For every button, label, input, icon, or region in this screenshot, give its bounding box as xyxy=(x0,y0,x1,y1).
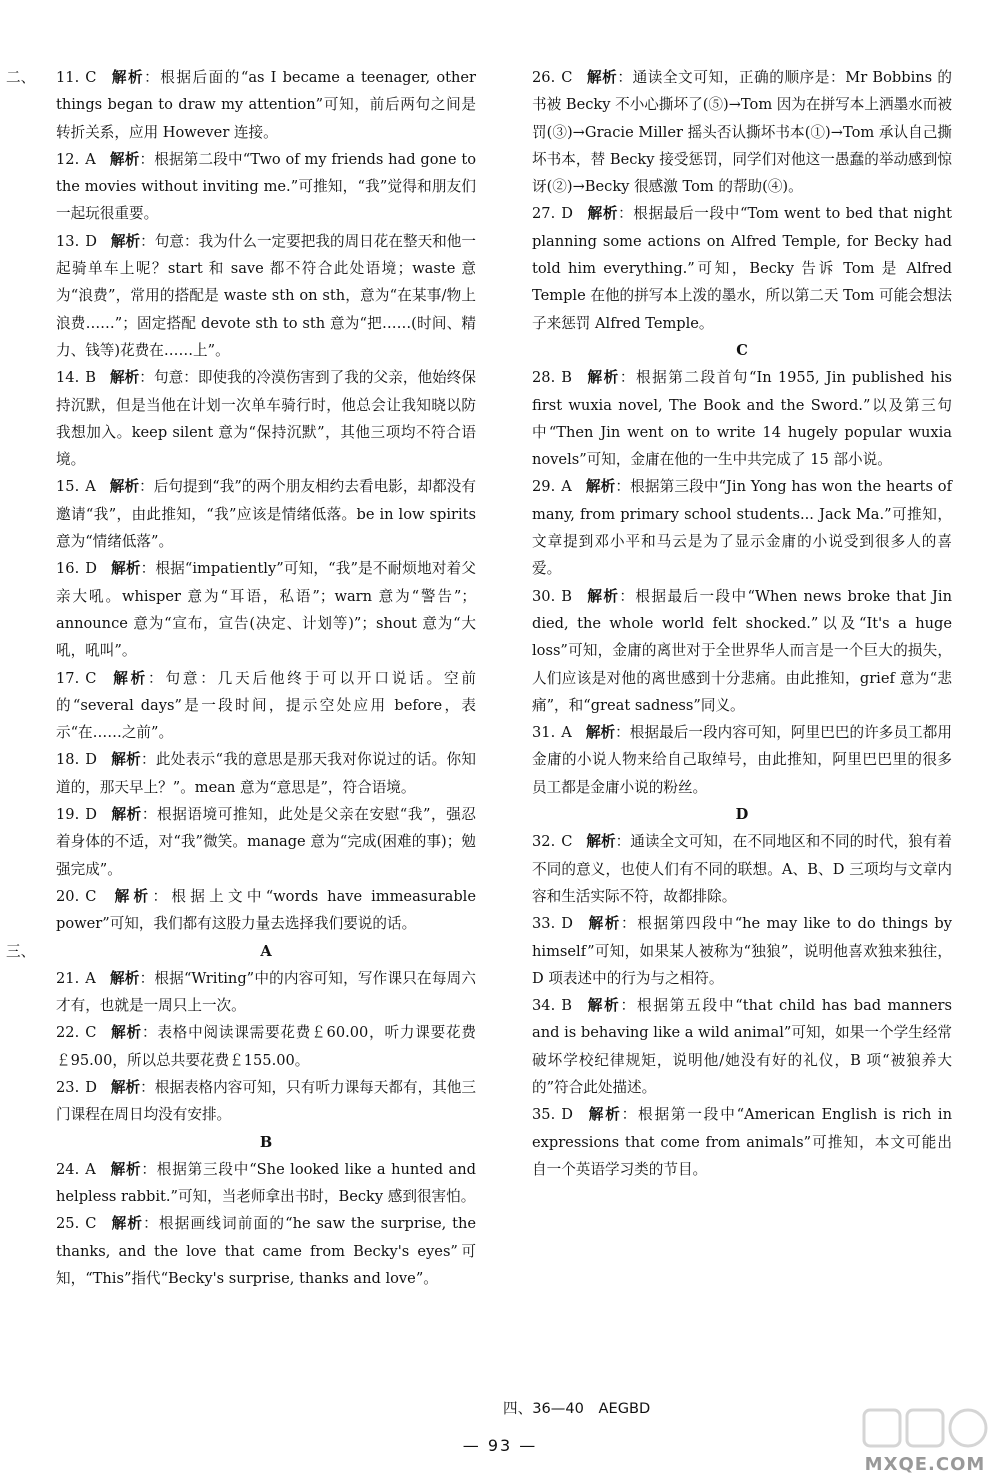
answer-item xyxy=(56,965,476,1020)
analysis-text: ：根据第三段中“She looked like a hunted and helpless rabbit.”可知，当老师拿出书时，Becky 感到很害怕。 xyxy=(56,1160,476,1206)
answer-item xyxy=(532,828,952,910)
analysis-label: 解析 xyxy=(585,587,620,605)
answer-number: 14. xyxy=(56,369,80,387)
answer-key: D xyxy=(85,232,97,250)
answer-key: D xyxy=(85,560,97,578)
items-three-b-list xyxy=(56,1156,476,1292)
heading-c: C xyxy=(736,341,748,359)
analysis-text: ：根据第二段首句“In 1955, Jin published his first wuxia novel, The Book and the Sword.”以及第三句中“Then Jin went on to write 14 hugely popular wuxia novels”可知，金庸在他的一生中共完成了 15 部小说。 xyxy=(532,369,952,469)
answer-item xyxy=(532,910,952,992)
analysis-label: 解析 xyxy=(586,69,618,86)
analysis-label: 解析 xyxy=(586,205,619,223)
answer-number: 34. xyxy=(532,997,556,1015)
analysis-text: ：表格中阅读课需要花费￡60.00，听力课要花费￡95.00，所以总共要花费￡155.00。 xyxy=(56,1024,476,1069)
answer-item xyxy=(56,146,476,228)
analysis-text: ：根据第二段中“Two of my friends had gone to the movies without inviting me.”可推知，“我”觉得和朋友们一起玩很重要。 xyxy=(56,150,476,223)
analysis-label: 解析 xyxy=(110,1215,144,1233)
answer-item xyxy=(56,473,476,555)
answer-key: C xyxy=(85,1024,97,1042)
answer-number: 23. xyxy=(56,1078,80,1096)
answer-number: 15. xyxy=(56,478,80,496)
answer-item xyxy=(532,583,952,719)
analysis-label: 解析 xyxy=(585,478,616,496)
analysis-text: ：句意：即使我的冷漠伤害到了我的父亲，他始终保持沉默，但是当他在计划一次单车骑行时，他总会让我知晓以防我想加入。keep silent 意为“保持沉默”，其他三项均不符合语境。 xyxy=(56,369,476,469)
analysis-text: ：根据后面的“as I became a teenager, other things began to draw my attention”可知，前后两句之间是转折关系，应用 However 连接。 xyxy=(56,69,476,141)
analysis-label: 解析 xyxy=(585,997,621,1015)
answer-item xyxy=(532,364,952,473)
answer-item xyxy=(532,64,952,200)
right-column xyxy=(532,64,952,1183)
heading-d: D xyxy=(735,806,749,824)
analysis-label: 解析 xyxy=(110,560,141,578)
analysis-label: 解析 xyxy=(109,369,140,387)
answer-number: 21. xyxy=(56,969,80,987)
answer-key: D xyxy=(561,915,573,933)
analysis-label: 解析 xyxy=(109,1160,142,1178)
analysis-label: 解析 xyxy=(109,969,140,987)
answer-number: 13. xyxy=(56,232,80,250)
heading-a: A xyxy=(260,942,272,960)
answer-key: B xyxy=(561,369,572,387)
answer-item xyxy=(56,1074,476,1129)
analysis-label: 解析 xyxy=(110,1024,142,1042)
analysis-label: 解析 xyxy=(110,69,145,86)
analysis-text: ：句意：我为什么一定要把我的周日花在整天和他一起骑单车上呢？start 和 save 都不符合此处语境；waste 意为“浪费”，常用的搭配是 waste sth on sth，意为“在某事/物上浪费……”；固定搭配 devote sth to sth 意为“把……(时间、精力、钱等)花费在……上”。 xyxy=(56,232,476,359)
section-two-block xyxy=(6,64,476,938)
answer-number: 35. xyxy=(532,1106,556,1124)
answer-item xyxy=(56,228,476,364)
answer-item xyxy=(56,746,476,801)
analysis-label: 解析 xyxy=(110,806,142,824)
left-column xyxy=(6,64,476,1292)
answer-number: 18. xyxy=(56,751,80,769)
analysis-label: 解析 xyxy=(110,751,141,769)
analysis-label: 解析 xyxy=(110,669,149,687)
answer-number: 31. xyxy=(532,724,556,742)
analysis-text: ：根据最后一段内容可知，阿里巴巴的许多员工都用金庸的小说人物来给自己取绰号，由此推知，阿里巴巴里的很多员工都是金庸小说的粉丝。 xyxy=(532,724,952,796)
answer-item xyxy=(56,883,476,938)
answer-key: C xyxy=(85,69,97,86)
answer-item xyxy=(56,1156,476,1211)
answer-number: 20. xyxy=(56,887,80,905)
answer-key: D xyxy=(561,205,573,223)
section-two-label: 二、 xyxy=(6,69,36,86)
answer-key: D xyxy=(85,806,97,824)
answer-key: B xyxy=(561,587,572,605)
answer-key: B xyxy=(561,997,572,1015)
analysis-text: ：此处表示“我的意思是那天我对你说过的话。你知道的，那天早上？”。mean 意为“意思是”，符合语境。 xyxy=(56,751,476,796)
answer-key: A xyxy=(85,478,96,496)
items-b-cont-list xyxy=(532,64,952,337)
analysis-text: ：通读全文可知，正确的顺序是：Mr Bobbins 的书被 Becky 不小心撕坏了(⑤)→Tom 因为在拼写本上洒墨水而被罚(③)→Gracie Miller 摇头否认撕坏书本(①)→Tom 承认自己撕坏书本，替 Becky 接受惩罚，同学们对他这一愚蠢的举动感到惊讶(②)→Becky 很感激 Tom 的帮助(④)。 xyxy=(532,69,952,196)
analysis-text: ：根据语境可推知，此处是父亲在安慰“我”，强忍着身体的不适，对“我”微笑。manage 意为“完成(困难的事)；勉强完成”。 xyxy=(56,806,476,878)
watermark-text: MXQE.COM xyxy=(864,1454,986,1475)
heading-b: B xyxy=(259,1133,273,1151)
answer-key: C xyxy=(561,69,573,86)
answer-number: 17. xyxy=(56,669,80,687)
answer-number: 32. xyxy=(532,833,556,851)
analysis-label: 解析 xyxy=(110,887,153,905)
analysis-label: 解析 xyxy=(585,724,616,742)
answer-item xyxy=(56,801,476,883)
analysis-text: ：根据上文中“words have immeasurable power”可知，我们都有这股力量去选择我们要说的话。 xyxy=(56,887,476,933)
answer-key: D xyxy=(561,1106,573,1124)
answer-key: C xyxy=(85,1215,97,1233)
answer-key: D xyxy=(85,1078,97,1096)
analysis-label: 解析 xyxy=(109,478,140,496)
answer-item xyxy=(56,555,476,664)
section-three-block xyxy=(6,938,476,1293)
analysis-text: ：根据第三段中“Jin Yong has won the hearts of many, from primary school students... Jack Ma.”可推知，文章提到邓小平和马云是为了显示金庸的小说受到很多人的喜爱。 xyxy=(532,478,952,578)
answer-item xyxy=(56,1210,476,1292)
section-three-label: 三、 xyxy=(6,942,36,960)
answer-number: 30. xyxy=(532,587,556,605)
analysis-label: 解析 xyxy=(586,833,616,851)
answer-number: 19. xyxy=(56,806,80,824)
answer-key: A xyxy=(85,969,96,987)
analysis-label: 解析 xyxy=(109,150,140,168)
answer-item xyxy=(56,64,476,146)
answer-key: B xyxy=(85,369,96,387)
answer-item xyxy=(56,1019,476,1074)
answer-key: D xyxy=(85,751,97,769)
analysis-text: ：根据最后一段中“When news broke that Jin died, the whole world felt shocked.”以及“It's a huge loss”可知，金庸的离世对于全世界华人而言是一个巨大的损失，人们应该是对他的离世感到十分悲痛。由此推知，grief 意为“悲痛”，和“great sadness”同义。 xyxy=(532,587,952,714)
analysis-text: ：根据第四段中“he may like to do things by himself”可知，如果某人被称为“独狼”，说明他喜欢独来独往，D 项表述中的行为与之相符。 xyxy=(532,915,952,987)
analysis-text: ：后句提到“我”的两个朋友相约去看电影，却都没有邀请“我”，由此推知，“我”应该是情绪低落。be in low spirits 意为“情绪低落”。 xyxy=(56,478,476,551)
answer-item xyxy=(56,364,476,473)
analysis-label: 解析 xyxy=(585,369,620,387)
analysis-text: ：根据“Writing”中的内容可知，写作课只在每周六才有，也就是一周只上一次。 xyxy=(56,969,476,1015)
answer-key: C xyxy=(85,669,97,687)
answer-number: 26. xyxy=(532,69,556,86)
analysis-label: 解析 xyxy=(586,915,622,933)
analysis-text: ：通读全文可知，在不同地区和不同的时代，狼有着不同的意义，也使人们有不同的联想。A、B、D 三项均与文章内容和生活实际不符，故都排除。 xyxy=(532,833,952,905)
answer-item xyxy=(532,992,952,1101)
answer-number: 24. xyxy=(56,1160,80,1178)
answer-number: 16. xyxy=(56,560,80,578)
items-two-list xyxy=(56,64,476,938)
analysis-label: 解析 xyxy=(586,1106,622,1124)
answer-item xyxy=(532,719,952,801)
answer-number: 27. xyxy=(532,205,556,223)
answer-key: A xyxy=(85,150,96,168)
analysis-label: 解析 xyxy=(110,1078,141,1096)
items-c-list xyxy=(532,364,952,801)
analysis-text: ：根据“impatiently”可知，“我”是不耐烦地对着父亲大吼。whisper 意为“耳语，私语”；warn 意为“警告”；announce 意为“宣布，宣告(决定、计划等)”；shout 意为“大吼，吼叫”。 xyxy=(56,560,476,660)
answer-key: C xyxy=(85,887,97,905)
analysis-text: ：根据最后一段中“Tom went to bed that night planning some actions on Alfred Temple, for Becky had told him everything.”可知，Becky 告诉 Tom 是 Alfred Temple 在他的拼写本上泼的墨水，所以第二天 Tom 可能会想法子来惩罚 Alfred Temple。 xyxy=(532,205,952,332)
answer-item xyxy=(532,1101,952,1183)
section-four-answers: 四、36—40 AEGBD xyxy=(503,1400,651,1417)
answer-key: C xyxy=(561,833,573,851)
answer-item xyxy=(532,200,952,336)
answer-key: A xyxy=(85,1160,96,1178)
answer-number: 11. xyxy=(56,69,80,86)
analysis-text: ：根据第五段中“that child has bad manners and is behaving like a wild animal”可知，如果一个学生经常破坏学校纪律规矩，说明他/她没有好的礼仪，B 项“被狼养大的”符合此处描述。 xyxy=(532,997,952,1096)
analysis-text: ：句意：几天后他终于可以开口说话。空前的“several days”是一段时间，提示空处应用 before，表示“在……之前”。 xyxy=(56,669,476,742)
items-three-a-list xyxy=(56,965,476,1129)
answer-key: A xyxy=(561,478,572,496)
page-number: — 93 — xyxy=(462,1436,538,1455)
analysis-label: 解析 xyxy=(110,232,141,250)
answer-number: 28. xyxy=(532,369,556,387)
answer-item xyxy=(56,665,476,747)
answer-number: 33. xyxy=(532,915,556,933)
analysis-text: ：根据第一段中“American English is rich in expressions that come from animals”可推知，本文可能出自一个英语学习类的节目。 xyxy=(532,1106,952,1178)
answer-number: 29. xyxy=(532,478,556,496)
analysis-text: ：根据画线词前面的“he saw the surprise, the thanks, and the love that came from Becky's eyes”可知，“This”指代“Becky's surprise, thanks and love”。 xyxy=(56,1215,476,1288)
analysis-text: ：根据表格内容可知，只有听力课每天都有，其他三门课程在周日均没有安排。 xyxy=(56,1078,476,1124)
answer-number: 22. xyxy=(56,1024,80,1042)
answer-key: A xyxy=(561,724,572,742)
answer-number: 25. xyxy=(56,1215,80,1233)
answer-number: 12. xyxy=(56,150,80,168)
items-d-list xyxy=(532,828,952,1183)
answer-item xyxy=(532,473,952,582)
